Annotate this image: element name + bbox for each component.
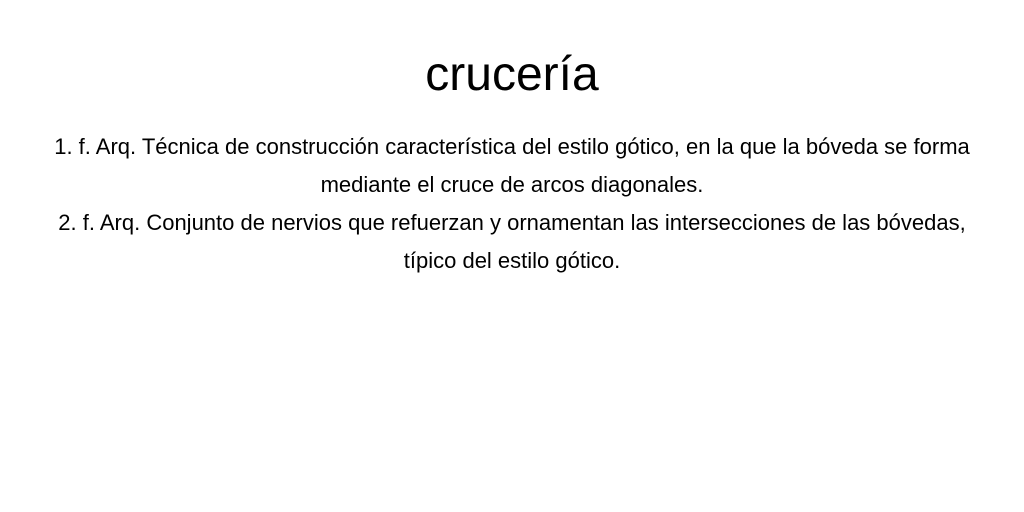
headword-title: crucería <box>425 48 599 101</box>
definitions-list <box>52 128 972 280</box>
definition-2: 2. f. Arq. Conjunto de nervios que refuerzan y ornamentan las intersecciones de las bóvedas, típico del estilo gótico. <box>58 210 966 273</box>
definition-1: 1. f. Arq. Técnica de construcción característica del estilo gótico, en la que la bóveda se forma mediante el cruce de arcos diagonales. <box>54 134 970 197</box>
